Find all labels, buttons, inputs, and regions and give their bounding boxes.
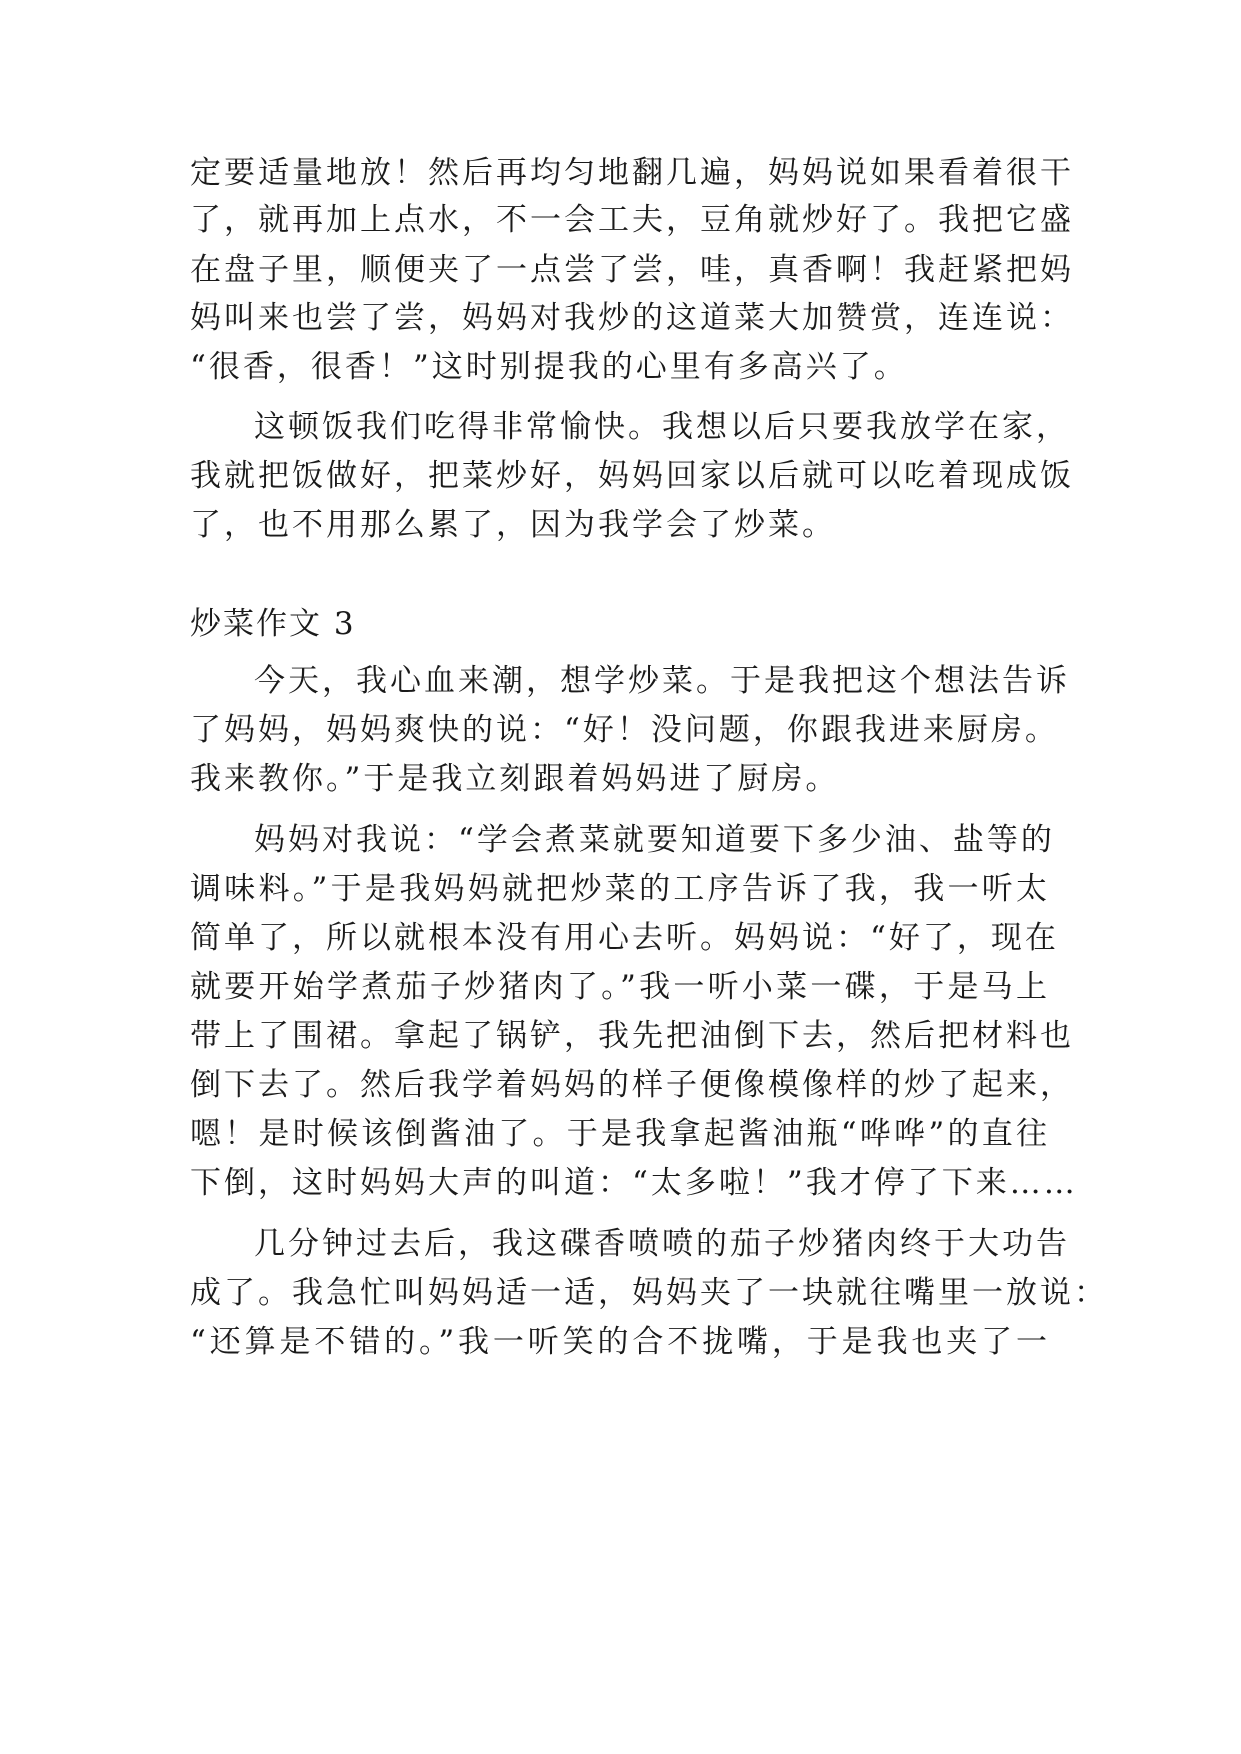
paragraph-line: 我就把饭做好，把菜炒好，妈妈回家以后就可以吃着现成饭 <box>190 458 1074 494</box>
paragraph-line: 成了。我急忙叫妈妈适一适，妈妈夹了一块就往嘴里一放说： <box>190 1275 1108 1311</box>
paragraph-line: 今天，我心血来潮，想学炒菜。于是我把这个想法告诉 <box>254 663 1070 699</box>
paragraph-line: 定要适量地放！然后再均匀地翻几遍，妈妈说如果看着很干 <box>190 155 1074 191</box>
paragraph-line: 妈叫来也尝了尝，妈妈对我炒的这道菜大加赞赏，连连说： <box>190 300 1074 336</box>
paragraph-line: 下倒，这时妈妈大声的叫道：“太多啦！”我才停了下来…… <box>190 1165 1078 1201</box>
paragraph-line: “还算是不错的。”我一听笑的合不拢嘴，于是我也夹了一 <box>190 1324 1050 1360</box>
paragraph-line: 这顿饭我们吃得非常愉快。我想以后只要我放学在家， <box>254 409 1070 445</box>
paragraph-line: 了，就再加上点水，不一会工夫，豆角就炒好了。我把它盛 <box>190 202 1074 238</box>
paragraph-line: 倒下去了。然后我学着妈妈的样子便像模像样的炒了起来， <box>190 1067 1074 1103</box>
paragraph-line: 带上了围裙。拿起了锅铲，我先把油倒下去，然后把材料也 <box>190 1018 1074 1054</box>
paragraph-line: 嗯！是时候该倒酱油了。于是我拿起酱油瓶“哗哗”的直往 <box>190 1116 1050 1152</box>
paragraph-line: 几分钟过去后，我这碟香喷喷的茄子炒猪肉终于大功告 <box>254 1226 1070 1262</box>
paragraph-line: “很香，很香！”这时别提我的心里有多高兴了。 <box>190 349 908 385</box>
section-heading: 炒菜作文 3 <box>190 606 356 642</box>
paragraph-line: 我来教你。”于是我立刻跟着妈妈进了厨房。 <box>190 761 840 797</box>
paragraph-line: 就要开始学煮茄子炒猪肉了。”我一听小菜一碟，于是马上 <box>190 969 1050 1005</box>
paragraph-line: 简单了，所以就根本没有用心去听。妈妈说：“好了，现在 <box>190 920 1059 956</box>
paragraph-line: 了妈妈，妈妈爽快的说：“好！没问题，你跟我进来厨房。 <box>190 712 1059 748</box>
paragraph-line: 调味料。”于是我妈妈就把炒菜的工序告诉了我，我一听太 <box>190 871 1050 907</box>
paragraph-line: 了，也不用那么累了，因为我学会了炒菜。 <box>190 507 836 543</box>
paragraph-line: 妈妈对我说：“学会煮菜就要知道要下多少油、盐等的 <box>254 822 1055 858</box>
paragraph-line: 在盘子里，顺便夹了一点尝了尝，哇，真香啊！我赶紧把妈 <box>190 252 1074 288</box>
